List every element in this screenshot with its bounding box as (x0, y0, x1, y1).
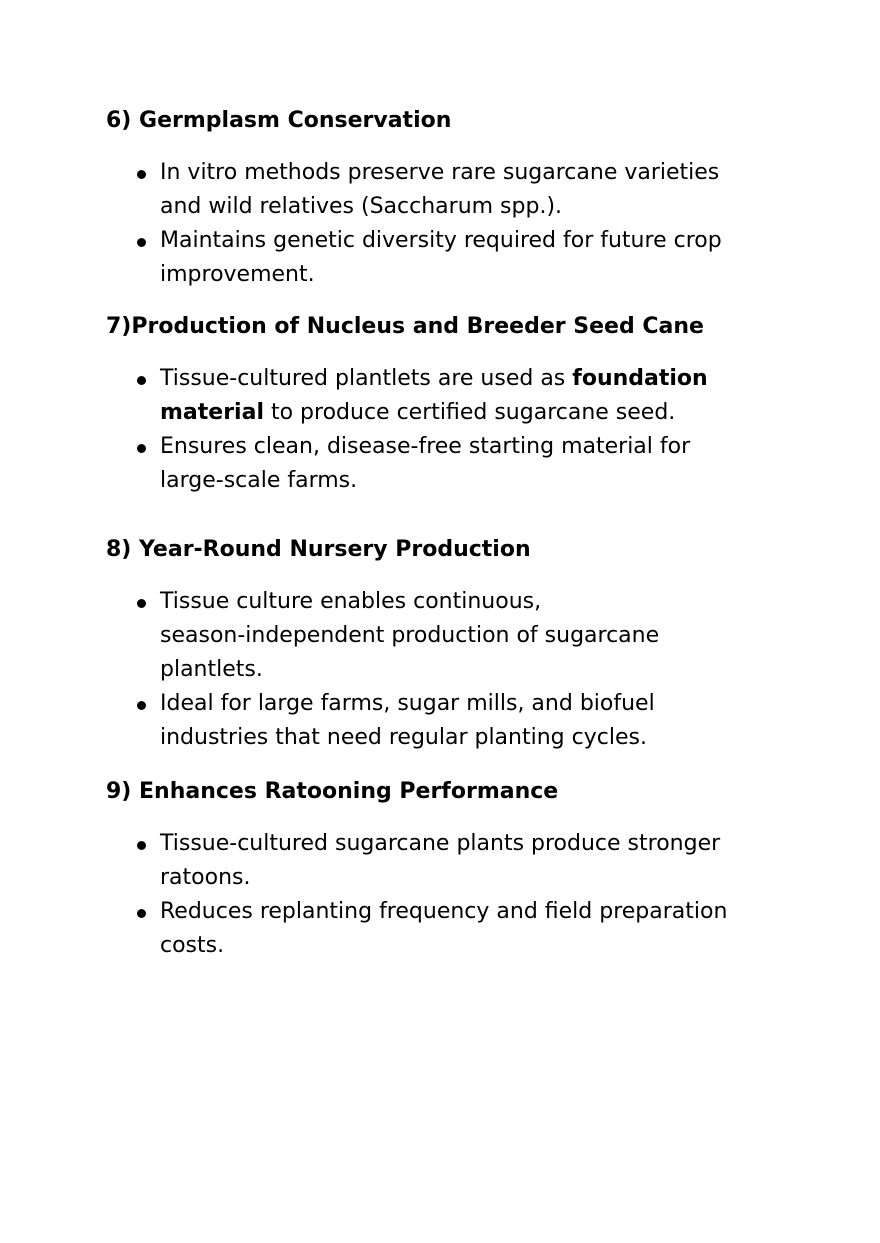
section-heading-nucleus-breeder-seed: 7)Production of Nucleus and Breeder Seed Cane (106, 314, 704, 339)
list-item (106, 895, 786, 963)
list-item-line: improvement. (160, 262, 315, 287)
list-item-line: season-independent production of sugarcane (160, 623, 660, 648)
list-item (106, 585, 786, 687)
bullet-list-ratooning-performance (106, 827, 786, 963)
list-item-line: Ensures clean, disease-free starting material for (160, 434, 691, 459)
list-item-line: Maintains genetic diversity required for future crop (160, 228, 722, 253)
list-item-line: and wild relatives (Saccharum spp.). (160, 194, 563, 219)
list-item-line (160, 362, 786, 396)
list-item-line: Reduces replanting frequency and field preparation (160, 899, 728, 924)
bullet-icon (137, 909, 146, 918)
bullet-icon (137, 599, 146, 608)
bullet-icon (137, 170, 146, 179)
list-item (106, 156, 786, 224)
bullet-icon (137, 444, 146, 453)
list-item-line: ratoons. (160, 865, 251, 890)
bullet-icon (137, 376, 146, 385)
list-item-line: In vitro methods preserve rare sugarcane varieties (160, 160, 720, 185)
list-item (106, 687, 786, 755)
section-heading-germplasm-conservation: 6) Germplasm Conservation (106, 108, 452, 133)
list-item-line: Tissue culture enables continuous, (160, 589, 542, 614)
list-item (106, 224, 786, 292)
section-heading-ratooning-performance: 9) Enhances Ratooning Performance (106, 779, 559, 804)
bullet-icon (137, 238, 146, 247)
bullet-list-nucleus-breeder-seed (106, 362, 786, 498)
list-item (106, 827, 786, 895)
list-item-text: Tissue-cultured plantlets are used as (160, 366, 573, 391)
list-item-line: Ideal for large farms, sugar mills, and biofuel (160, 691, 655, 716)
section-heading-year-round-nursery: 8) Year-Round Nursery Production (106, 537, 531, 562)
list-item-text: to produce certified sugarcane seed. (263, 400, 676, 425)
list-item-line: industries that need regular planting cycles. (160, 725, 647, 750)
list-item-line (160, 396, 786, 430)
emphasis-text: material (160, 400, 264, 425)
list-item (106, 430, 786, 498)
bullet-icon (137, 841, 146, 850)
list-item-line: large-scale farms. (160, 468, 358, 493)
bullet-icon (137, 701, 146, 710)
list-item-line: plantlets. (160, 657, 263, 682)
emphasis-text: foundation (572, 366, 708, 391)
list-item (106, 362, 786, 430)
list-item-line: Tissue-cultured sugarcane plants produce stronger (160, 831, 721, 856)
list-item-line: costs. (160, 933, 225, 958)
bullet-list-germplasm-conservation (106, 156, 786, 292)
bullet-list-year-round-nursery (106, 585, 786, 755)
